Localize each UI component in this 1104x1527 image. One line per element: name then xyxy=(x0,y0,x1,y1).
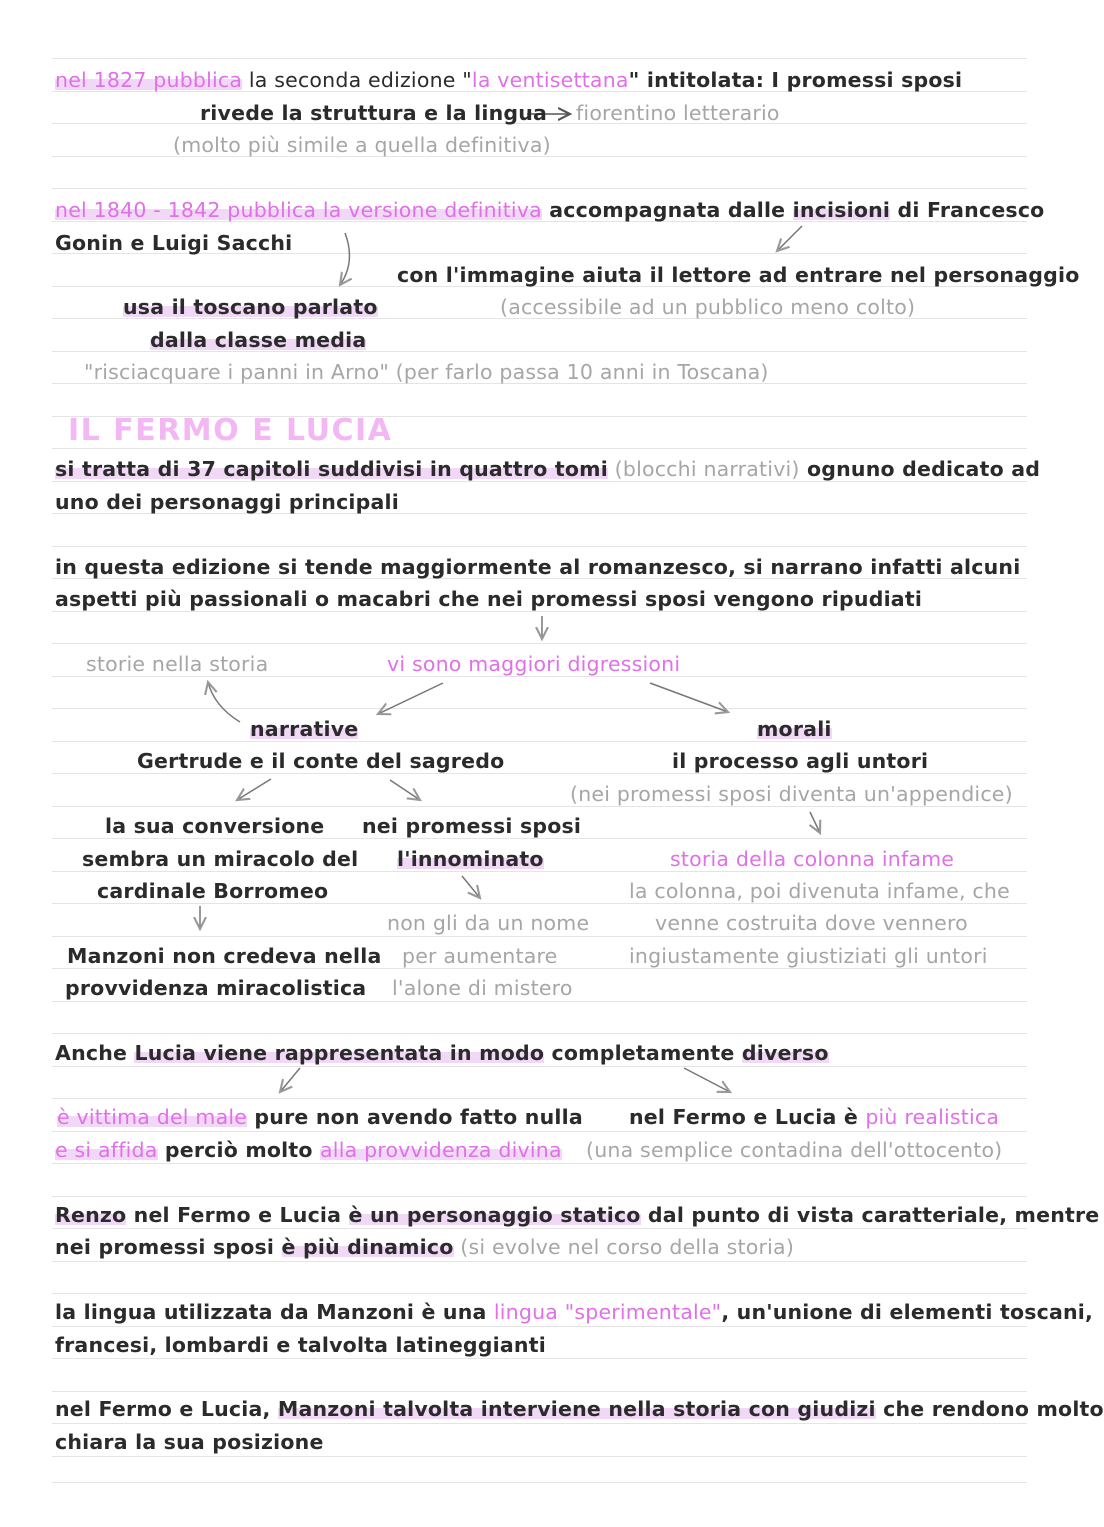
processo-untori: il processo agli untori xyxy=(672,749,929,773)
note-appendice: (nei promessi sposi diventa un'appendice) xyxy=(570,782,1013,806)
section-title: IL FERMO E LUCIA xyxy=(68,413,393,448)
storie-nella-storia: storie nella storia xyxy=(86,652,269,676)
line-dinamico: nei promessi sposi è più dinamico (si evolve nel corso della storia) xyxy=(55,1235,795,1259)
nome-2: per aumentare xyxy=(402,944,558,968)
colonna-2: venne costruita dove vennero xyxy=(655,911,968,935)
line-rivede: rivede la struttura e la lingua xyxy=(200,101,548,125)
nome-1: non gli da un nome xyxy=(387,911,590,935)
arrow-vittima xyxy=(280,1068,300,1092)
arrow-toscano xyxy=(340,233,349,285)
line-passionali: aspetti più passionali o macabri che nei promessi sposi vengono ripudiati xyxy=(55,587,923,611)
line-romanzesco: in questa edizione si tende maggiormente al romanzesco, si narrano infatti alcuni xyxy=(55,555,1021,579)
note-simile-definitiva: (molto più simile a quella definitiva) xyxy=(173,133,551,157)
conversione-3: cardinale Borromeo xyxy=(97,879,329,903)
fiorentino-letterario: fiorentino letterario xyxy=(576,101,780,125)
colonna-infame: storia della colonna infame xyxy=(670,847,955,871)
line-posizione: chiara la sua posizione xyxy=(55,1430,324,1454)
line-1840: nel 1840 - 1842 pubblica la versione definitiva accompagnata dalle incisioni di Francesco xyxy=(55,198,1045,222)
branch-narrative: narrative xyxy=(250,717,359,741)
arrow-innominato xyxy=(390,780,420,800)
line-lucia: Anche Lucia viene rappresentata in modo completamente diverso xyxy=(55,1041,829,1065)
line-renzo: Renzo nel Fermo e Lucia è un personaggio statico dal punto di vista caratteriale, mentre xyxy=(55,1203,1100,1227)
manzoni-2: provvidenza miracolistica xyxy=(65,976,367,1000)
gertrude: Gertrude e il conte del sagredo xyxy=(137,749,505,773)
line-37-capitoli: si tratta di 37 capitoli suddivisi in quattro tomi (blocchi narrativi) ognuno dedicato ad xyxy=(55,457,1041,481)
note-contadina: (una semplice contadina dell'ottocento) xyxy=(586,1138,1003,1162)
arrow-conversione xyxy=(237,779,271,800)
arrow-realistica xyxy=(684,1068,730,1092)
line-provvidenza: e si affida perciò molto alla provvidenza divina xyxy=(55,1138,562,1162)
quote-risciacquare: "risciacquare i panni in Arno" (per farlo passa 10 anni in Toscana) xyxy=(84,360,769,384)
line-1827: nel 1827 pubblica la seconda edizione "la ventisettana" intitolata: I promessi sposi xyxy=(55,68,963,92)
conversione-1: la sua conversione xyxy=(105,814,325,838)
arrow-morali xyxy=(650,683,728,712)
manzoni-1: Manzoni non credeva nella xyxy=(67,944,382,968)
ventisettana-term: la ventisettana xyxy=(471,68,629,92)
colonna-3: ingiustamente giustiziati gli untori xyxy=(629,944,988,968)
line-gonin: Gonin e Luigi Sacchi xyxy=(55,231,293,255)
arrow-storie xyxy=(208,682,240,722)
colonna-1: la colonna, poi divenuta infame, che xyxy=(629,879,1010,903)
line-immagine: con l'immagine aiuta il lettore ad entrare nel personaggio xyxy=(397,263,1080,287)
arrow-narrative xyxy=(378,683,443,714)
line-realistica: nel Fermo e Lucia è più realistica xyxy=(629,1105,1000,1129)
line-vittima: è vittima del male pure non avendo fatto nulla xyxy=(57,1105,583,1129)
line-personaggi: uno dei personaggi principali xyxy=(55,490,400,514)
line-classe-media: dalla classe media xyxy=(150,328,367,352)
highlight-year-1827: nel 1827 pubblica xyxy=(55,68,243,92)
note-meno-colto: (accessibile ad un pubblico meno colto) xyxy=(500,295,916,319)
maggiori-digressioni: vi sono maggiori digressioni xyxy=(387,652,681,676)
line-giudizi: nel Fermo e Lucia, Manzoni talvolta interviene nella storia con giudizi che rendono molto xyxy=(55,1397,1104,1421)
nome-3: l'alone di mistero xyxy=(392,976,573,1000)
conversione-2: sembra un miracolo del xyxy=(82,847,359,871)
arrow-incisioni xyxy=(777,226,802,251)
line-lingua: la lingua utilizzata da Manzoni è una lingua "sperimentale", un'unione di elementi toscani, xyxy=(55,1300,1094,1324)
arrow-nome xyxy=(462,876,480,898)
branch-morali: morali xyxy=(757,717,832,741)
nps-label: nei promessi sposi xyxy=(362,814,582,838)
line-francesi: francesi, lombardi e talvolta latineggianti xyxy=(55,1333,546,1357)
arrow-colonna xyxy=(810,812,820,833)
line-toscano: usa il toscano parlato xyxy=(123,295,378,319)
innominato: l'innominato xyxy=(397,847,544,871)
